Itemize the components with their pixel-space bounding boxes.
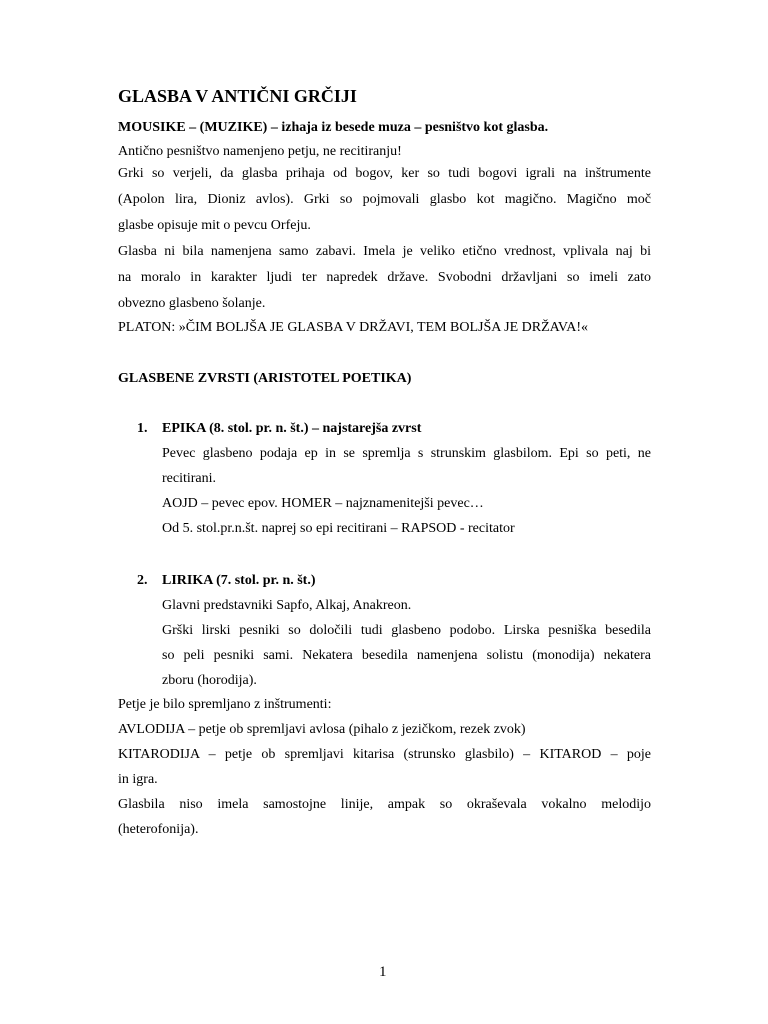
paragraph-2-line-1: Grki so verjeli, da glasba prihaja od bogov, ker so tudi bogovi igrali na inštrumente	[118, 166, 651, 181]
epika-line-3: AOJD – pevec epov. HOMER – najznamenitejši pevec…	[162, 496, 484, 511]
lirika-heading: LIRIKA (7. stol. pr. n. št.)	[162, 573, 316, 588]
petje-line: Petje je bilo spremljano z inštrumenti:	[118, 697, 332, 712]
kitarodija-line-2: in igra.	[118, 772, 158, 787]
epika-heading: EPIKA (8. stol. pr. n. št.) – najstarejša zvrst	[162, 421, 422, 436]
list-number-2: 2.	[137, 573, 148, 588]
lirika-line-4: zboru (horodija).	[162, 673, 257, 688]
mousike-line: MOUSIKE – (MUZIKE) – izhaja iz besede muza – pesništvo kot glasba.	[118, 120, 549, 135]
paragraph-3-line-1: Glasba ni bila namenjena samo zabavi. Imela je veliko etično vrednost, vplivala naj bi	[118, 244, 651, 259]
list-number-1: 1.	[137, 421, 148, 436]
paragraph-3-line-3: obvezno glasbeno šolanje.	[118, 296, 266, 311]
document-title: GLASBA V ANTIČNI GRČIJI	[118, 86, 357, 106]
paragraph-2-line-3: glasbe opisuje mit o pevcu Orfeju.	[118, 218, 311, 233]
lirika-line-1: Glavni predstavniki Sapfo, Alkaj, Anakreon.	[162, 598, 412, 613]
paragraph-3-line-2: na moralo in karakter ljudi ter napredek države. Svobodni državljani so imeli zato	[118, 270, 651, 285]
epika-line-2: recitirani.	[162, 471, 217, 486]
lirika-line-2: Grški lirski pesniki so določili tudi glasbeno podobo. Lirska pesniška besedila	[162, 623, 651, 638]
paragraph-2-line-2: (Apolon lira, Dioniz avlos). Grki so pojmovali glasbo kot magično. Magično moč	[118, 192, 651, 207]
epika-line-1: Pevec glasbeno podaja ep in se spremlja s strunskim glasbilom. Epi so peti, ne	[162, 446, 651, 461]
glasbila-line-2: (heterofonija).	[118, 822, 199, 837]
paragraph-1: Antično pesništvo namenjeno petju, ne recitiranju!	[118, 144, 402, 159]
avlodija-line: AVLODIJA – petje ob spremljavi avlosa (pihalo z jezičkom, rezek zvok)	[118, 722, 526, 737]
epika-line-4: Od 5. stol.pr.n.št. naprej so epi recitirani – RAPSOD - recitator	[162, 521, 515, 536]
kitarodija-line-1: KITARODIJA – petje ob spremljavi kitarisa (strunsko glasbilo) – KITAROD – poje	[118, 747, 651, 762]
platon-quote: PLATON: »ČIM BOLJŠA JE GLASBA V DRŽAVI, TEM BOLJŠA JE DRŽAVA!«	[118, 320, 588, 335]
glasbila-line-1: Glasbila niso imela samostojne linije, ampak so okraševala vokalno melodijo	[118, 797, 651, 812]
page-number: 1	[379, 964, 387, 980]
lirika-line-3: so peli pesniki sami. Nekatera besedila namenjena solistu (monodija) nekatera	[162, 648, 651, 663]
zvrsti-heading: GLASBENE ZVRSTI (ARISTOTEL POETIKA)	[118, 371, 412, 386]
